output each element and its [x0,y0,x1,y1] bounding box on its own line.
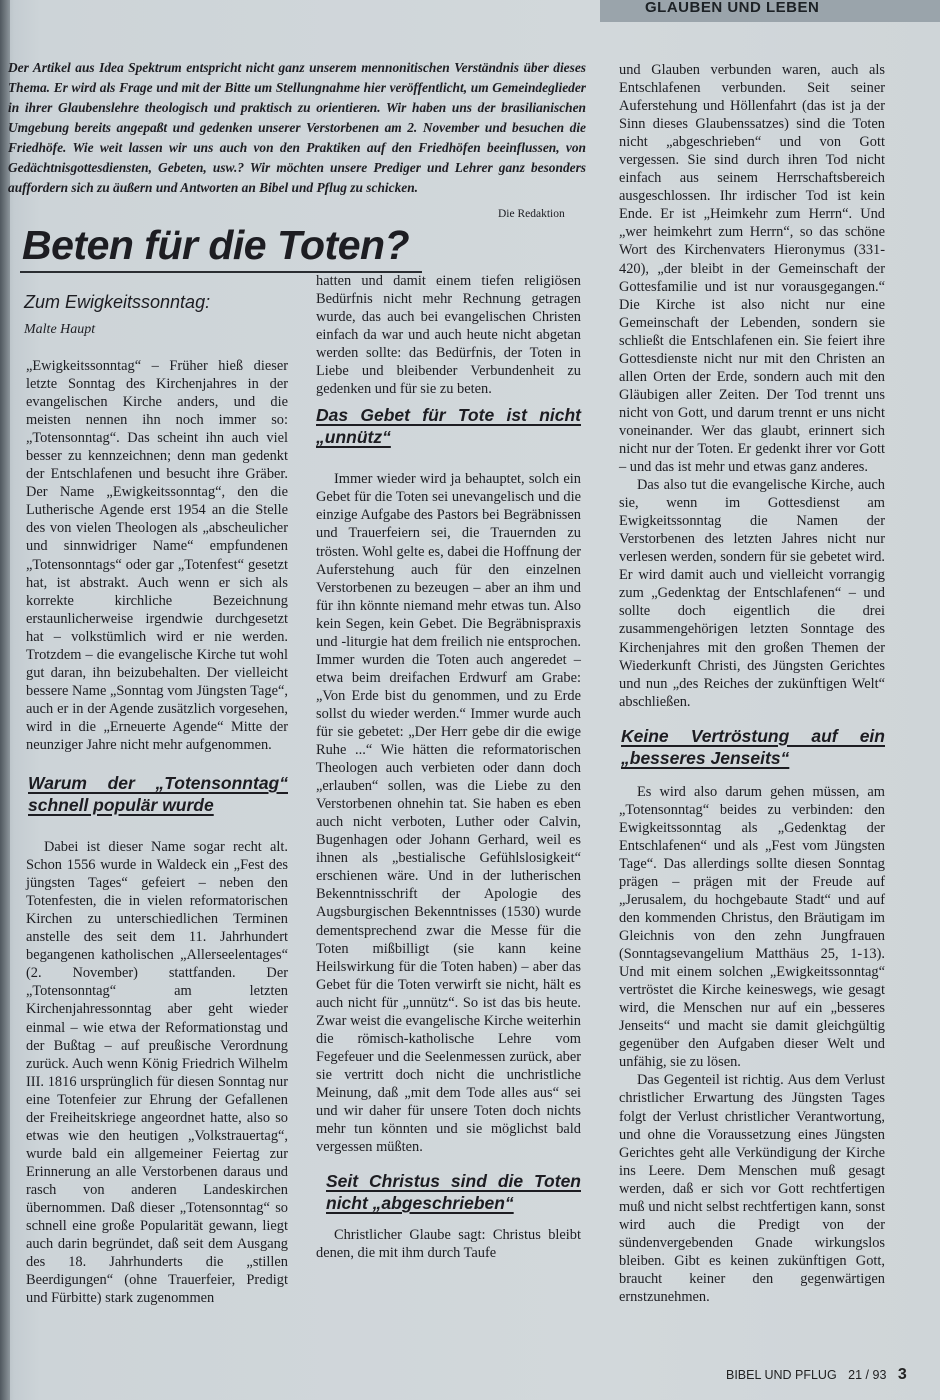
magazine-name: BIBEL UND PFLUG [726,1368,837,1382]
issue-number: 21 / 93 [848,1368,887,1382]
paragraph: Christlicher Glaube sagt: Christus bleibt denen, die mit ihm durch Taufe [316,1227,581,1262]
section-heading: Seit Christus sind die Toten nicht „abgeschrieben“ [326,1171,581,1214]
page-spine-shadow [0,0,10,1400]
article-author: Malte Haupt [24,322,96,337]
paragraph: und Glauben verbunden waren, auch als Entschlafenen verbunden. Seit seiner Auferstehung und Höllenfahrt (das ist ja der Sinn dieses Glaubenssatzes) sind die Toten nicht „abgeschrieben“ und von Gott vergessen. Sie sind durch ihren Tod nicht einfach aus seinem Herrschaftsbereich ausgeschlossen. Ihr irdischer Tod ist kein Ende. Er ist „Heimkehr zum Herrn“. Und „wer heimkehrt zum Herrn“, so das schöne Wort des Kirchenvaters Hieronymus (331-420), „der bleibt in der Gemeinschaft der Gottesfamilie und ist nur vorausgegangen.“ Die Kirche ist also nicht nur eine Gemeinschaft der Lebenden, sondern sie schließt die Entschlafenen ein. Sie feiert ihre Gottesdienste nicht nur mit den Christen an allen Orten der Erde, sondern auch mit den Gläubigen aller Zeiten. Der Tod trennt uns nicht von Gott, und darum trennt er uns nicht voneinander. Wer das glaubt, erinnert sich nicht nur der Toten. Er gedenkt ihrer vor Gott – und das ist mehr und etwas ganz anderes. [619,62,885,476]
column-3 [619,61,885,1306]
column-2 [316,272,581,1262]
paragraph: „Ewigkeitssonntag“ – Früher hieß dieser letzte Sonntag des Kirchenjahres in der evangelischen Kirche anders, und die meisten nennen ihn noch immer so: „Totensonntag“. Das scheint ihn auch viel besser zu kennzeichnen; denn man gedenkt der Entschlafenen und besucht ihre Gräber. Der Name „Ewigkeitssonntag“, den die Lutherische Agende erst 1954 an die Stelle des von vielen Theologen als „abscheulicher und sinnwidriger Name“ empfundenen „Totensonntags“ oder gar „Totenfest“ gesetzt hat, ist abstrakt. Auch wenn er sich als korrekte kirchliche Bezeichnung erstaunlicherweise irgendwie durchgesetzt hat – volkstümlich wird er nie werden. Trotzdem – die evangelische Kirche tut wohl gut daran, ihn beizubehalten. Der vielleicht bessere Name „Sonntag vom Jüngsten Tage“, auch er in der Agende zusätzlich vorgesehen, wird in die „Erneuerte Agende“ Mitte der neunziger Jahre nicht mehr aufgenommen. [26,358,288,753]
paragraph: Das also tut die evangelische Kirche, auch sie, wenn im Gottesdienst am Ewigkeitssonntag die Namen der Verstorbenen des letzten Jahres nicht nur verlesen werden, sondern für sie gebetet wird. Er wird damit auch und vielleicht vorrangig zum „Gedenktag der Entschlafenen“ – und sollte doch eigentlich die drei zusammengehörigen letzten Sonntage des Kirchenjahres mit den großen Themen der Wiederkunft Christi, des Jüngsten Gerichtes und nun „des Reiches der zukünftigen Welt“ abschließen. [619,477,885,710]
page-footer [726,1366,907,1384]
editorial-signature: Die Redaktion [498,208,565,220]
article-subtitle: Zum Ewigkeitssonntag: [24,292,211,312]
paragraph: Das Gegenteil ist richtig. Aus dem Verlust christlicher Erwartung des Jüngsten Tages folgt der Verlust christlicher Verantwortung, und ohne die Voraussetzung eines Jüngsten Gerichtes geht alle Verkündigung der Kirche ins Leere. Dem Menschen muß gesagt werden, daß er sich vor Gott rechtfertigen muß und nicht selbst rechtfertigen kann, sonst wird auch die Predigt von der sündenvergebenden Gnade wirkungslos bleiben. Gibt es keinen zukünftigen Gott, braucht keiner den gegenwärtigen ernstzunehmen. [619,1072,885,1305]
paragraph: Immer wieder wird ja behauptet, solch ein Gebet für die Toten sei unevangelisch und die einzige Aufgabe des Pastors bei Begräbnissen und Trauerfeiern sei, die Trauernden zu trösten. Wohl gelte es, dabei die Hoffnung der Auferstehung auch für den einzelnen Verstorbenen zu bezeugen – aber an ihm und für ihn könnte niemand mehr etwas tun. Also kein Segen, kein Gebet. Die Begräbnispraxis und -liturgie hat dem freilich nie entsprochen. Immer wurden die Toten auch angeredet – etwa beim dreifachen Erdwurf am Grabe: „Von Erde bist du genommen, und zu Erde sollst du wieder werden.“ Immer wurde auch für sie gebetet: „Der Herr gebe dir die ewige Ruhe ...“ Wie hätten die reformatorischen Theologen auch verbieten oder dann doch „erlauben“ sollen, was die Liebe zu den Verstorbenen ohnehin tat. Sie haben es eben auch nicht verboten, Luther oder Calvin, Bugenhagen oder Johann Gerhard, weil es ihnen als „bestialische Gefühlslosigkeit“ erschienen wäre. Und in der lutherischen Bekenntnisschrift der Apologie des Augsburgischen Bekenntnisses (1530) wurde dementsprechend zwar die Messe für die Toten mißbilligt (sie kann keine Heilswirkung für die Toten haben) – aber das Gebet für die Toten verwirft sie nicht, hält es auch nicht für „unnütz“. So ist das bis heute. Zwar weist die evangelische Kirche weiterhin die römisch-katholische Lehre vom Fegefeuer und die Seelenmessen zurück, aber sie vertritt doch nicht die unchristliche Meinung, daß „mit dem Tode alles aus“ sei und wir daher für unsere Toten doch nichts mehr tun könnten und sie möglichst bald vergessen müßten. [316,471,581,1156]
column-1 [26,357,288,1307]
paragraph: Dabei ist dieser Name sogar recht alt. Schon 1556 wurde in Waldeck ein „Fest des jüngsten Tages“ gefeiert – neben den Totenfesten, die in vielen reformatorischen Kirchen zu unterschiedlichen Terminen anstelle des seit dem 11. Jahrhundert begangenen katholischen „Allerseelentages“ (2. November) stattfanden. Der „Totensonntag“ am letzten Kirchenjahressonntag aber geht wieder einmal – wie etwa der Reformationstag und der Bußtag – auf preußische Verordnung zurück. Auch wenn König Friedrich Wilhelm III. 1816 ursprünglich für diesen Sonntag nur eine Totenfeier zur Ehrung der Gefallenen der Freiheitskriege angeordnet hatte, also so etwas wie den heutigen „Volkstrauertag“, wurde bald ein allgemeiner Feiertag zur Erinnerung an alle Verstorbenen daraus und rasch von anderen Landeskirchen übernommen. Daß dieser „Totensonntag“ so schnell eine große Popularität gewann, liegt auch darin begründet, daß seit dem Ausgang des 18. Jahrhunderts die „stillen Beerdigungen“ (ohne Trauerfeier, Predigt und Fürbitte) stark zugenommen [26,839,288,1307]
editorial-note: Der Artikel aus Idea Spektrum entspricht nicht ganz unserem mennonitischen Verständnis über dieses Thema. Er wird als Frage und mit der Bitte um Stellungnahme hier veröffentlicht, um Gemeindeglieder in ihrer Glaubenslehre theologisch und praktisch zu orientieren. Wir haben uns der brasilianischen Umgebung bereits angepaßt und gedenken unserer Verstorbenen am 2. November und besuchen die Friedhöfe. Wie weit lassen wir uns auch von den Praktiken auf den Friedhöfen beeinflussen, von Gedächtnisgottesdiensten, Gebeten, usw.? Wir möchten unsere Prediger und Lehrer ganz besonders auffordern sich zu äußern und Antworten an Bibel und Pflug zu schicken. [8,60,586,195]
section-header: GLAUBEN UND LEBEN [600,0,940,22]
section-heading: Warum der „Totensonntag“ schnell populär wurde [28,773,288,816]
page-number: 3 [897,1366,907,1383]
paragraph: Es wird also darum gehen müssen, am „Totensonntag“ beides zu verbinden: den Ewigkeitssonntag als „Gedenktag der Entschlafenen“ und als „Fest vom Jüngsten Tage“. Das allerdings sollte diesen Sonntag prägen – prägen mit der Freude auf „Jerusalem, du hochgebaute Stadt“ und auf den kommenden Christus, den Bräutigam im Gleichnis von den zehn Jungfrauen (Sonntagsevangelium Matthäus 25, 1-13). Und mit einem solchen „Ewigkeitssonntag“ vertröstet die Kirche keineswegs, wie gesagt wird, die Menschen nur auf ein „besseres Jenseits“ und macht sie damit gleichgültig gegenüber den Aufgaben dieser Welt und unfähig, sie zu lösen. [619,783,885,1071]
section-heading: Das Gebet für Tote ist nicht „unnütz“ [316,405,581,448]
paragraph: hatten und damit einem tiefen religiösen Bedürfnis nicht mehr Rechnung getragen wurde, das auch bei evangelischen Christen einfach da war und auch heute nicht abgetan werden sollte: das Bedürfnis, der Toten in Liebe und bleibender Verbundenheit zu gedenken und für sie zu beten. [316,273,581,398]
section-heading: Keine Vertröstung auf ein „besseres Jenseits“ [621,725,885,768]
article-title: Beten für die Toten? [22,222,410,268]
